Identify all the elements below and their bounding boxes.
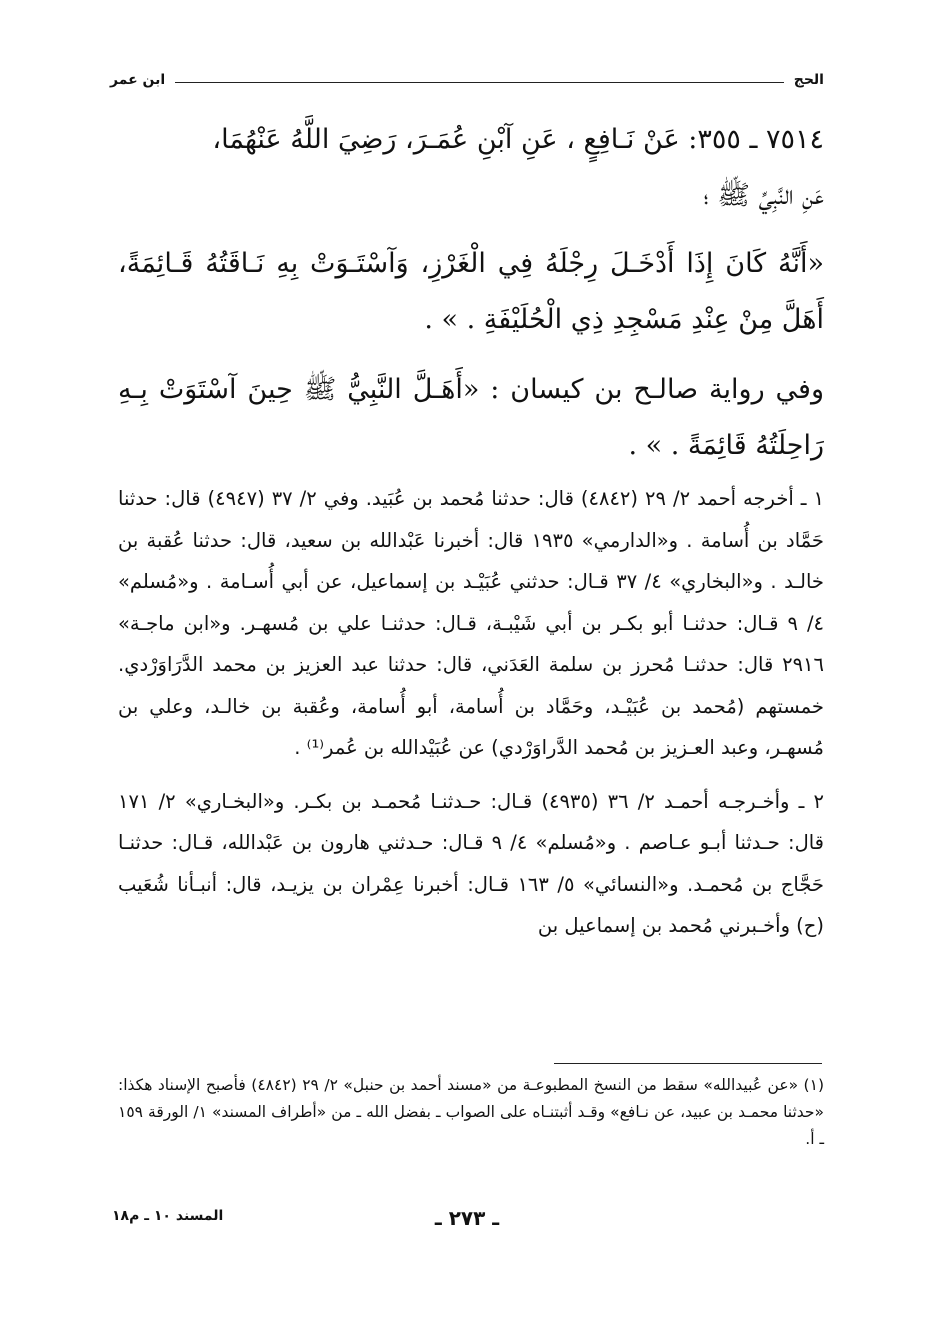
footnote — [118, 1072, 824, 1153]
page-footer — [112, 1206, 822, 1236]
hadith-text — [118, 112, 824, 474]
printer-signature: المسند ١٠ ـ م١٨ — [112, 1208, 224, 1224]
takhrij-paragraph-2: ٢ ـ وأخـرجـه أحمـد ٢/ ٣٦ (٤٩٣٥) قـال: حـدثنـا مُحمـد بن بكـر. و«البخـاري» ٢/ ١٧١ قال: حـدثنا أبـو عـاصم . و«مُسلم» ٤/ ٩ قـال: حـدثني هارون بن عَبْدالله، قـال: حدثنـا حَجَّاج بن مُحمـد. و«النسائي» ٥/ ١٦٣ قـال: أخبرنا عِمْران بن يزيـد، قال: أنبـأنا شُعَيب (ح) وأخـبرني مُحمد بن إسماعيل بن — [118, 789, 825, 937]
takhrij-paragraph-1: ١ ـ أخرجه أحمد ٢/ ٢٩ (٤٨٤٢) قال: حدثنا مُحمد بن عُبَيد. وفي ٢/ ٣٧ (٤٩٤٧) قال: حدثنا حَمَّاد بن أُسامة . و«الدارمي» ١٩٣٥ قال: أخبرنا عَبْدالله بن سعيد، قال: حدثنا عُقبة بن خالـد . و«البخاري» ٤/ ٣٧ قـال: حدثني عُبَيْـد بن إسماعيل، عن أبي أُسـامة . و«مُسلم» ٤/ ٩ قـال: حدثنـا أبو بكـر بن أبي شَيْبـة، قـال: حدثنـا علي بن مُسهـر. و«ابن ماجـة» ٢٩١٦ قال: حدثنـا مُحرز بن سلمة العَدَني، قال: حدثنا عبد العزيز بن محمد الدَّرَاوَرْدي. خمستهم (مُحمد بن عُبَيْـد، وحَمَّاد بن أُسامة، أبو أُسامة، وعُقبة بن خالـد، وعلي بن مُسهـر، وعبد العـزيز بن مُحمد الدَّراوَرْدي) عن عُبَيْدالله بن عُمر⁽¹⁾ . — [118, 487, 824, 759]
footnote-rule — [554, 1063, 822, 1064]
hadith-isnad: ٧٥١٤ ـ ٣٥٥: عَنْ نَـافِعٍ ، عَنِ آبْنِ عُمَـرَ، رَضِيَ اللَّهُ عَنْهُمَا، — [212, 124, 824, 155]
header-rule — [175, 82, 784, 83]
page-number: ـ ٢٧٣ ـ — [434, 1206, 500, 1230]
section-title: الحج — [793, 72, 824, 88]
running-header — [110, 68, 824, 92]
takhrij-section — [118, 478, 824, 947]
footnote-text: (١) «عن عُبيدالله» سقط من النسخ المطبوعـة من «مسند أحمد بن حنبل» ٢/ ٢٩ (٤٨٤٢) فأصبح الإسناد هكذا: «حدثنا محمـد بن عبيد، عن نـافع» وقـد أثبتنـاه على الصواب ـ بفضل الله ـ من «أطراف المسند» ١/ الورقة ١٥٩ ـ أ. — [118, 1076, 824, 1148]
musnad-name: ابن عمر — [110, 72, 166, 88]
hadith-alternate-narration: وفي رواية صالـح بن كيسان : «أَهَـلَّ النَّبِيُّ ﷺ حِينَ آسْتَوَتْ بِـهِ رَاحِلَتُهُ قَائِمَةً . » . — [118, 374, 824, 461]
hadith-matn: «أَنَّهُ كَانَ إِذَا أَدْخَـلَ رِجْلَهُ فِي الْغَرْزِ، وَآسْتَـوَتْ بِهِ نَـاقَتُهُ قَـائِمَةً، أَهَلَّ مِنْ عِنْدِ مَسْجِدِ ذِي الْحُلَيْفَةِ . » . — [118, 248, 824, 335]
hadith-isnad-2: عَنِ النَّبِيِّ ﷺ ؛ — [703, 180, 824, 211]
